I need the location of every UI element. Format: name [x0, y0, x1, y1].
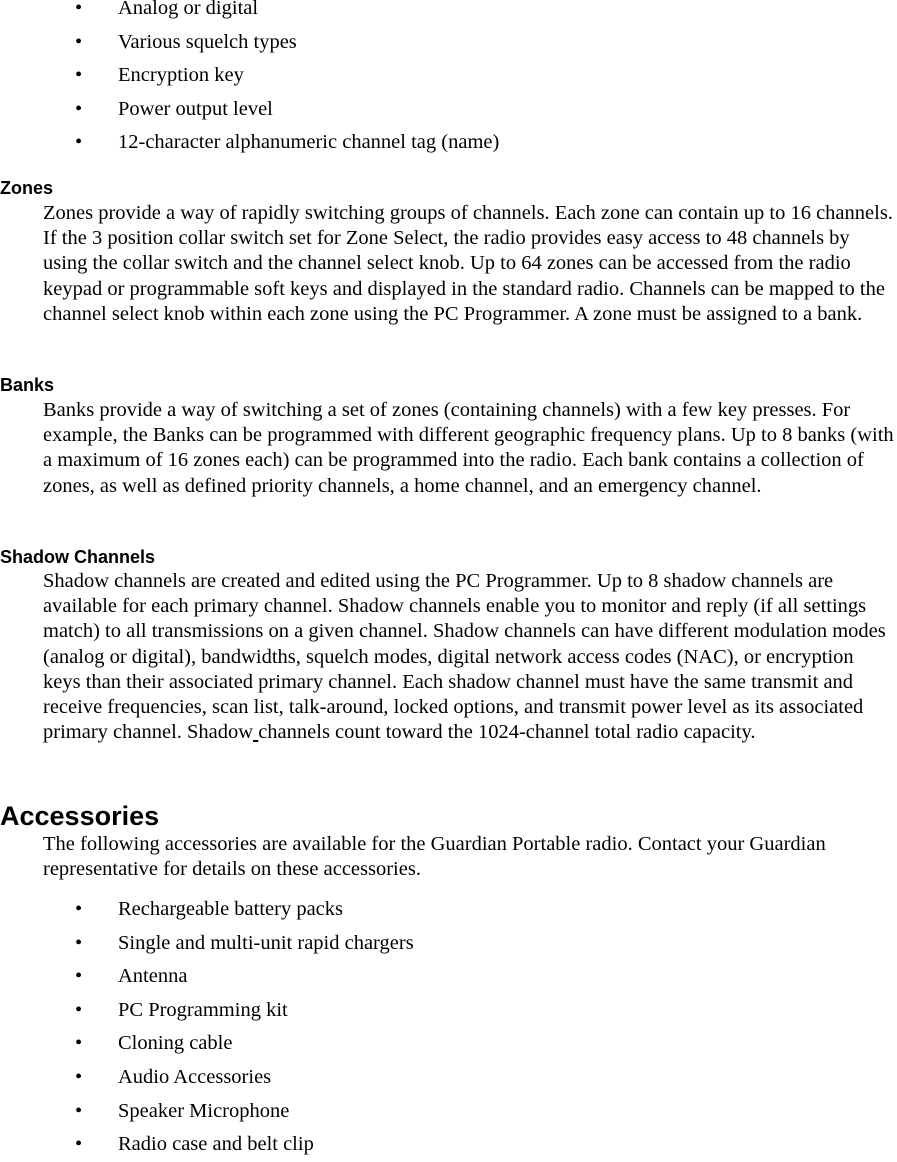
list-item-text: Power output level: [118, 97, 273, 120]
bullet-icon: •: [75, 1032, 83, 1055]
bullet-icon: •: [75, 97, 83, 120]
list-item: [0, 1027, 897, 1061]
bullet-icon: •: [75, 131, 83, 154]
bullet-icon: •: [75, 998, 83, 1021]
zones-heading: Zones: [0, 178, 54, 198]
bullet-icon: •: [75, 965, 83, 988]
bullet-icon: •: [75, 30, 83, 53]
features-list: [0, 0, 897, 160]
list-item: [0, 26, 897, 60]
list-item-text: Audio Accessories: [118, 1065, 272, 1088]
list-item: [0, 960, 897, 994]
list-item: [0, 893, 897, 927]
accessories-heading: Accessories: [0, 801, 160, 831]
list-item-text: Rechargeable battery packs: [118, 898, 344, 920]
list-item-text: Cloning cable: [118, 1032, 233, 1055]
bullet-icon: •: [75, 1065, 83, 1088]
list-item: [0, 126, 897, 160]
banks-paragraph: Banks provide a way of switching a set of zones (containing channels) with a few key presses. For example, the Banks can be programmed with different geographic frequency plans. Up to 8 banks (with a maximum of 16 zones each) can be programmed into the radio. Each bank contains a collection of zones, as well as defined priority channels, a home channel, and an emergency channel.: [43, 399, 894, 497]
zones-paragraph: Zones provide a way of rapidly switching groups of channels. Each zone can contain up to 16 channels. If the 3 position collar switch set for Zone Select, the radio provides easy access to 48 channels by using the collar switch and the channel select knob. Up to 64 zones can be accessed from the radio keypad or programmable soft keys and displayed in the standard radio. Channels can be mapped to the channel select knob within each zone using the PC Programmer. A zone must be assigned to a bank.: [43, 202, 893, 325]
list-item: [0, 1095, 897, 1129]
list-item: [0, 994, 897, 1028]
bullet-icon: •: [75, 0, 83, 19]
shadow-channels-paragraph: [0, 569, 893, 745]
bullet-icon: •: [75, 898, 83, 920]
list-item-text: Speaker Microphone: [118, 1099, 290, 1122]
bullet-icon: •: [75, 1099, 83, 1122]
list-item: [0, 93, 897, 127]
bullet-icon: •: [75, 64, 83, 87]
accessories-intro: The following accessories are available for the Guardian Portable radio. Contact your Guardian representative for details on these accessories.: [43, 833, 826, 881]
list-item: [0, 1128, 897, 1162]
bullet-icon: •: [75, 931, 83, 954]
list-item-text: PC Programming kit: [118, 998, 288, 1021]
list-item-text: Radio case and belt clip: [118, 1133, 314, 1156]
banks-heading: Banks: [0, 375, 55, 395]
shadow-text-before: Shadow channels are created and edited using the PC Programmer. Up to 8 shadow channels are available for each primary channel. Shadow channels enable you to monitor and reply (if all settings match) to all transmissions on a given channel. Shadow channels can have different modulation modes (analog or digital), bandwidths, squelch modes, digital network access codes (NAC), or encryption keys than their associated primary channel. Each shadow channel must have the same transmit and receive frequencies, scan list, talk-around, locked options, and transmit power level as its associated primary channel. Shadow: [43, 570, 886, 744]
list-item: [0, 1061, 897, 1095]
list-item: [0, 0, 897, 26]
list-item: [0, 59, 897, 93]
bullet-icon: •: [75, 1133, 83, 1156]
list-item-text: Analog or digital: [118, 0, 259, 19]
list-item-text: Encryption key: [118, 64, 244, 87]
list-item: [0, 927, 897, 961]
shadow-text-after: channels count toward the 1024-channel total radio capacity.: [258, 721, 756, 744]
list-item-text: 12-character alphanumeric channel tag (name): [118, 131, 500, 154]
list-item-text: Antenna: [118, 965, 188, 988]
list-item-text: Single and multi-unit rapid chargers: [118, 931, 414, 954]
shadow-channels-heading: Shadow Channels: [0, 547, 156, 567]
accessories-list: [0, 893, 897, 1162]
list-item-text: Various squelch types: [118, 30, 297, 53]
